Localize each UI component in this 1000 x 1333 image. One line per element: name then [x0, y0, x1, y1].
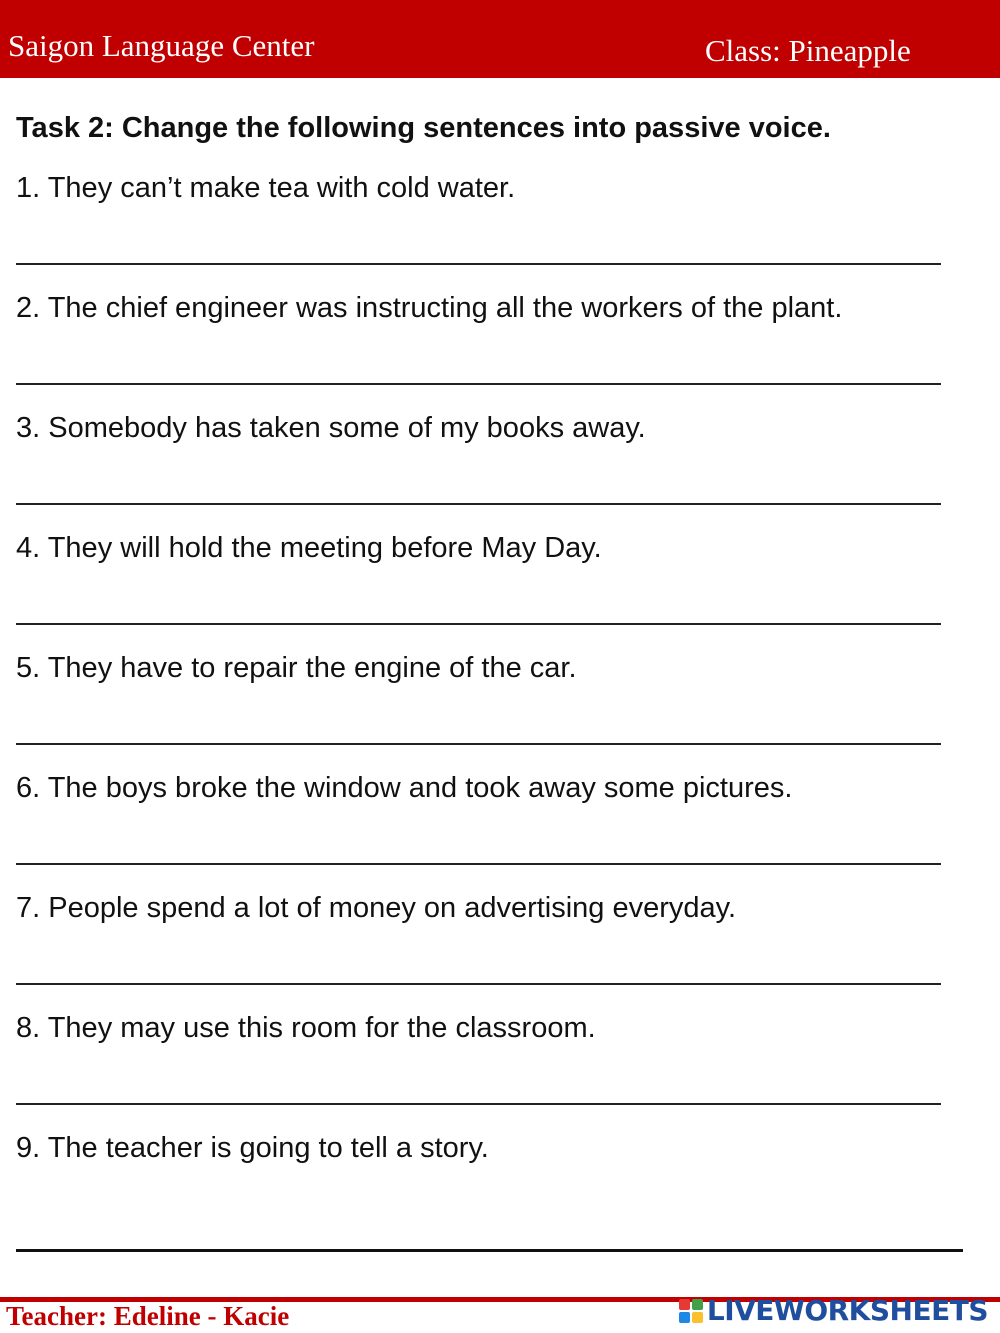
answer-line-6[interactable] [16, 863, 941, 865]
question-8: 8. They may use this room for the classroom. [16, 1012, 596, 1044]
header-bar [0, 0, 1000, 78]
question-5: 5. They have to repair the engine of the car. [16, 652, 577, 684]
question-1: 1. They can’t make tea with cold water. [16, 172, 516, 204]
class-label: Class: Pineapple [705, 33, 911, 68]
logo-square-icon [692, 1299, 703, 1310]
answer-line-5[interactable] [16, 743, 941, 745]
answer-line-7[interactable] [16, 983, 941, 985]
school-name: Saigon Language Center [8, 28, 315, 63]
answer-line-4[interactable] [16, 623, 941, 625]
answer-line-1[interactable] [16, 263, 941, 265]
task-title: Task 2: Change the following sentences into passive voice. [16, 112, 831, 144]
logo-square-icon [679, 1299, 690, 1310]
teacher-name: Teacher: Edeline - Kacie [6, 1301, 290, 1331]
answer-line-3[interactable] [16, 503, 941, 505]
question-7: 7. People spend a lot of money on advertising everyday. [16, 892, 737, 924]
liveworksheets-logo-icon [679, 1299, 703, 1323]
question-2: 2. The chief engineer was instructing all the workers of the plant. [16, 292, 843, 324]
logo-square-icon [692, 1312, 703, 1323]
question-9: 9. The teacher is going to tell a story. [16, 1132, 489, 1164]
question-3: 3. Somebody has taken some of my books away. [16, 412, 646, 444]
question-4: 4. They will hold the meeting before May Day. [16, 532, 602, 564]
liveworksheets-brand [679, 1294, 988, 1327]
answer-line-9[interactable] [16, 1249, 963, 1252]
answer-line-8[interactable] [16, 1103, 941, 1105]
answer-line-2[interactable] [16, 383, 941, 385]
logo-square-icon [679, 1312, 690, 1323]
question-6: 6. The boys broke the window and took away some pictures. [16, 772, 793, 804]
brand-text: LIVEWORKSHEETS [706, 1294, 988, 1327]
